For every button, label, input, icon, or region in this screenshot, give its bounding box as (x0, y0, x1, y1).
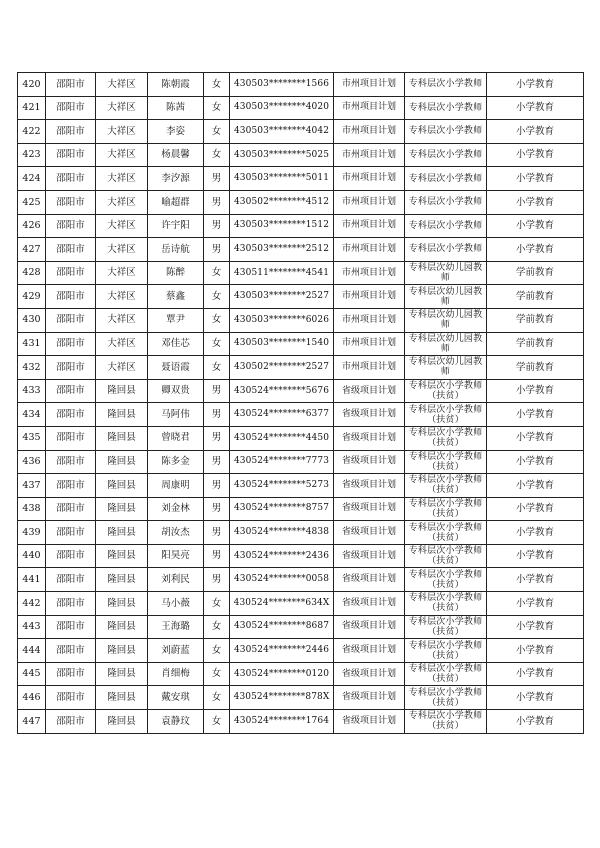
district-cell: 大祥区 (96, 238, 148, 262)
id-number-cell: 430503********6026 (230, 308, 334, 332)
id-number-cell: 430503********1566 (230, 73, 334, 97)
city-cell: 邵阳市 (46, 96, 96, 120)
district-cell: 隆回县 (96, 615, 148, 639)
category-cell: 专科层次幼儿园教师 (405, 285, 487, 309)
district-cell: 大祥区 (96, 167, 148, 191)
city-cell: 邵阳市 (46, 450, 96, 474)
gender-cell: 男 (204, 238, 230, 262)
name-cell: 杨晨馨 (148, 143, 204, 167)
table-row (18, 639, 584, 663)
subject-cell: 小学教育 (487, 426, 584, 450)
row-number: 425 (18, 190, 46, 214)
district-cell: 大祥区 (96, 143, 148, 167)
id-number-cell: 430503********5025 (230, 143, 334, 167)
subject-cell: 小学教育 (487, 474, 584, 498)
name-cell: 肖细梅 (148, 662, 204, 686)
subject-cell: 小学教育 (487, 379, 584, 403)
name-cell: 王海璐 (148, 615, 204, 639)
id-number-cell: 430502********2527 (230, 356, 334, 380)
plan-cell: 省级项目计划 (334, 521, 405, 545)
id-number-cell: 430524********2436 (230, 544, 334, 568)
table-row (18, 615, 584, 639)
name-cell: 岳诗航 (148, 238, 204, 262)
gender-cell: 女 (204, 615, 230, 639)
city-cell: 邵阳市 (46, 686, 96, 710)
plan-cell: 省级项目计划 (334, 592, 405, 616)
name-cell: 许宇阳 (148, 214, 204, 238)
city-cell: 邵阳市 (46, 238, 96, 262)
subject-cell: 学前教育 (487, 285, 584, 309)
name-cell: 马阿伟 (148, 403, 204, 427)
table-row (18, 662, 584, 686)
table-row (18, 308, 584, 332)
table-row (18, 379, 584, 403)
district-cell: 大祥区 (96, 73, 148, 97)
row-number: 423 (18, 143, 46, 167)
subject-cell: 小学教育 (487, 120, 584, 144)
row-number: 428 (18, 261, 46, 285)
name-cell: 李姿 (148, 120, 204, 144)
district-cell: 大祥区 (96, 120, 148, 144)
district-cell: 大祥区 (96, 261, 148, 285)
plan-cell: 省级项目计划 (334, 710, 405, 734)
category-cell: 专科层次小学教师（扶贫） (405, 474, 487, 498)
name-cell: 阳昊亮 (148, 544, 204, 568)
gender-cell: 女 (204, 592, 230, 616)
subject-cell: 小学教育 (487, 615, 584, 639)
gender-cell: 男 (204, 403, 230, 427)
id-number-cell: 430524********6377 (230, 403, 334, 427)
category-cell: 专科层次小学教师（扶贫） (405, 403, 487, 427)
category-cell: 专科层次小学教师 (405, 120, 487, 144)
row-number: 446 (18, 686, 46, 710)
city-cell: 邵阳市 (46, 615, 96, 639)
name-cell: 刘金林 (148, 497, 204, 521)
gender-cell: 男 (204, 190, 230, 214)
id-number-cell: 430503********4042 (230, 120, 334, 144)
plan-cell: 市州项目计划 (334, 238, 405, 262)
category-cell: 专科层次小学教师（扶贫） (405, 497, 487, 521)
gender-cell: 女 (204, 639, 230, 663)
category-cell: 专科层次小学教师（扶贫） (405, 544, 487, 568)
subject-cell: 小学教育 (487, 167, 584, 191)
category-cell: 专科层次幼儿园教师 (405, 332, 487, 356)
category-cell: 专科层次小学教师（扶贫） (405, 615, 487, 639)
row-number: 435 (18, 426, 46, 450)
subject-cell: 小学教育 (487, 403, 584, 427)
plan-cell: 省级项目计划 (334, 426, 405, 450)
plan-cell: 省级项目计划 (334, 615, 405, 639)
subject-cell: 小学教育 (487, 544, 584, 568)
table-row (18, 544, 584, 568)
city-cell: 邵阳市 (46, 332, 96, 356)
category-cell: 专科层次小学教师（扶贫） (405, 639, 487, 663)
district-cell: 大祥区 (96, 308, 148, 332)
plan-cell: 省级项目计划 (334, 450, 405, 474)
plan-cell: 省级项目计划 (334, 403, 405, 427)
district-cell: 隆回县 (96, 426, 148, 450)
table-row (18, 214, 584, 238)
district-cell: 隆回县 (96, 710, 148, 734)
table-row (18, 261, 584, 285)
row-number: 434 (18, 403, 46, 427)
gender-cell: 女 (204, 73, 230, 97)
name-cell: 刘利民 (148, 568, 204, 592)
table-row (18, 238, 584, 262)
plan-cell: 市州项目计划 (334, 285, 405, 309)
id-number-cell: 430503********2527 (230, 285, 334, 309)
gender-cell: 女 (204, 120, 230, 144)
subject-cell: 小学教育 (487, 521, 584, 545)
plan-cell: 省级项目计划 (334, 379, 405, 403)
subject-cell: 小学教育 (487, 450, 584, 474)
row-number: 440 (18, 544, 46, 568)
table-row (18, 356, 584, 380)
gender-cell: 女 (204, 686, 230, 710)
name-cell: 戴安琪 (148, 686, 204, 710)
city-cell: 邵阳市 (46, 214, 96, 238)
row-number: 429 (18, 285, 46, 309)
district-cell: 隆回县 (96, 544, 148, 568)
district-cell: 大祥区 (96, 356, 148, 380)
row-number: 431 (18, 332, 46, 356)
subject-cell: 小学教育 (487, 592, 584, 616)
row-number: 424 (18, 167, 46, 191)
category-cell: 专科层次小学教师 (405, 143, 487, 167)
district-cell: 隆回县 (96, 568, 148, 592)
gender-cell: 女 (204, 308, 230, 332)
plan-cell: 省级项目计划 (334, 544, 405, 568)
category-cell: 专科层次小学教师（扶贫） (405, 568, 487, 592)
plan-cell: 省级项目计划 (334, 568, 405, 592)
city-cell: 邵阳市 (46, 710, 96, 734)
row-number: 438 (18, 497, 46, 521)
gender-cell: 男 (204, 568, 230, 592)
table-row (18, 285, 584, 309)
name-cell: 陈茜 (148, 96, 204, 120)
gender-cell: 女 (204, 285, 230, 309)
row-number: 445 (18, 662, 46, 686)
id-number-cell: 430524********634X (230, 592, 334, 616)
district-cell: 隆回县 (96, 450, 148, 474)
gender-cell: 女 (204, 662, 230, 686)
plan-cell: 市州项目计划 (334, 261, 405, 285)
row-number: 443 (18, 615, 46, 639)
category-cell: 专科层次小学教师 (405, 190, 487, 214)
id-number-cell: 430524********8757 (230, 497, 334, 521)
city-cell: 邵阳市 (46, 261, 96, 285)
plan-cell: 市州项目计划 (334, 190, 405, 214)
table-row (18, 96, 584, 120)
table-row (18, 120, 584, 144)
row-number: 442 (18, 592, 46, 616)
table-row (18, 592, 584, 616)
id-number-cell: 430524********5676 (230, 379, 334, 403)
row-number: 421 (18, 96, 46, 120)
name-cell: 周康明 (148, 474, 204, 498)
district-cell: 大祥区 (96, 214, 148, 238)
id-number-cell: 430524********0058 (230, 568, 334, 592)
id-number-cell: 430503********1540 (230, 332, 334, 356)
table-row (18, 73, 584, 97)
table-row (18, 190, 584, 214)
row-number: 422 (18, 120, 46, 144)
city-cell: 邵阳市 (46, 474, 96, 498)
name-cell: 袁静玟 (148, 710, 204, 734)
category-cell: 专科层次小学教师 (405, 214, 487, 238)
name-cell: 李汐源 (148, 167, 204, 191)
row-number: 439 (18, 521, 46, 545)
category-cell: 专科层次小学教师（扶贫） (405, 450, 487, 474)
subject-cell: 小学教育 (487, 497, 584, 521)
row-number: 426 (18, 214, 46, 238)
table-row (18, 710, 584, 734)
name-cell: 卿双贵 (148, 379, 204, 403)
row-number: 437 (18, 474, 46, 498)
table-row (18, 167, 584, 191)
city-cell: 邵阳市 (46, 521, 96, 545)
table-row (18, 143, 584, 167)
plan-cell: 市州项目计划 (334, 143, 405, 167)
gender-cell: 女 (204, 332, 230, 356)
plan-cell: 省级项目计划 (334, 474, 405, 498)
city-cell: 邵阳市 (46, 639, 96, 663)
district-cell: 隆回县 (96, 497, 148, 521)
gender-cell: 女 (204, 261, 230, 285)
id-number-cell: 430524********8687 (230, 615, 334, 639)
id-number-cell: 430524********4838 (230, 521, 334, 545)
row-number: 427 (18, 238, 46, 262)
district-cell: 大祥区 (96, 96, 148, 120)
id-number-cell: 430524********0120 (230, 662, 334, 686)
district-cell: 隆回县 (96, 662, 148, 686)
district-cell: 大祥区 (96, 190, 148, 214)
plan-cell: 市州项目计划 (334, 167, 405, 191)
gender-cell: 女 (204, 710, 230, 734)
subject-cell: 小学教育 (487, 143, 584, 167)
category-cell: 专科层次幼儿园教师 (405, 308, 487, 332)
gender-cell: 男 (204, 521, 230, 545)
category-cell: 专科层次幼儿园教师 (405, 356, 487, 380)
id-number-cell: 430524********4450 (230, 426, 334, 450)
id-number-cell: 430503********1512 (230, 214, 334, 238)
city-cell: 邵阳市 (46, 73, 96, 97)
gender-cell: 女 (204, 143, 230, 167)
district-cell: 隆回县 (96, 474, 148, 498)
city-cell: 邵阳市 (46, 356, 96, 380)
subject-cell: 小学教育 (487, 662, 584, 686)
category-cell: 专科层次小学教师 (405, 96, 487, 120)
id-number-cell: 430511********4541 (230, 261, 334, 285)
category-cell: 专科层次小学教师（扶贫） (405, 379, 487, 403)
table-row (18, 474, 584, 498)
category-cell: 专科层次小学教师（扶贫） (405, 426, 487, 450)
city-cell: 邵阳市 (46, 190, 96, 214)
gender-cell: 男 (204, 214, 230, 238)
district-cell: 隆回县 (96, 686, 148, 710)
category-cell: 专科层次小学教师（扶贫） (405, 521, 487, 545)
id-number-cell: 430503********5011 (230, 167, 334, 191)
gender-cell: 女 (204, 356, 230, 380)
plan-cell: 省级项目计划 (334, 639, 405, 663)
city-cell: 邵阳市 (46, 403, 96, 427)
name-cell: 覃尹 (148, 308, 204, 332)
name-cell: 马小薇 (148, 592, 204, 616)
row-number: 436 (18, 450, 46, 474)
gender-cell: 男 (204, 450, 230, 474)
id-number-cell: 430524********2446 (230, 639, 334, 663)
category-cell: 专科层次小学教师（扶贫） (405, 592, 487, 616)
city-cell: 邵阳市 (46, 662, 96, 686)
id-number-cell: 430524********1764 (230, 710, 334, 734)
id-number-cell: 430524********878X (230, 686, 334, 710)
gender-cell: 男 (204, 426, 230, 450)
subject-cell: 小学教育 (487, 73, 584, 97)
category-cell: 专科层次小学教师 (405, 238, 487, 262)
category-cell: 专科层次幼儿园教师 (405, 261, 487, 285)
district-cell: 隆回县 (96, 592, 148, 616)
city-cell: 邵阳市 (46, 426, 96, 450)
plan-cell: 市州项目计划 (334, 120, 405, 144)
district-cell: 大祥区 (96, 332, 148, 356)
subject-cell: 小学教育 (487, 639, 584, 663)
subject-cell: 小学教育 (487, 686, 584, 710)
plan-cell: 市州项目计划 (334, 308, 405, 332)
category-cell: 专科层次小学教师（扶贫） (405, 686, 487, 710)
plan-cell: 市州项目计划 (334, 73, 405, 97)
row-number: 441 (18, 568, 46, 592)
category-cell: 专科层次小学教师 (405, 167, 487, 191)
plan-cell: 省级项目计划 (334, 662, 405, 686)
table-row (18, 332, 584, 356)
id-number-cell: 430524********5273 (230, 474, 334, 498)
subject-cell: 学前教育 (487, 308, 584, 332)
gender-cell: 男 (204, 544, 230, 568)
table-row (18, 521, 584, 545)
id-number-cell: 430524********7773 (230, 450, 334, 474)
subject-cell: 学前教育 (487, 332, 584, 356)
name-cell: 聂语霞 (148, 356, 204, 380)
name-cell: 胡汝杰 (148, 521, 204, 545)
district-cell: 隆回县 (96, 403, 148, 427)
row-number: 432 (18, 356, 46, 380)
category-cell: 专科层次小学教师（扶贫） (405, 710, 487, 734)
subject-cell: 学前教育 (487, 261, 584, 285)
district-cell: 大祥区 (96, 285, 148, 309)
row-number: 433 (18, 379, 46, 403)
city-cell: 邵阳市 (46, 143, 96, 167)
city-cell: 邵阳市 (46, 308, 96, 332)
name-cell: 喻超群 (148, 190, 204, 214)
table-row (18, 426, 584, 450)
id-number-cell: 430502********4512 (230, 190, 334, 214)
city-cell: 邵阳市 (46, 379, 96, 403)
student-list-table (17, 72, 584, 734)
name-cell: 蔡鑫 (148, 285, 204, 309)
city-cell: 邵阳市 (46, 285, 96, 309)
subject-cell: 小学教育 (487, 238, 584, 262)
city-cell: 邵阳市 (46, 568, 96, 592)
plan-cell: 省级项目计划 (334, 497, 405, 521)
gender-cell: 男 (204, 379, 230, 403)
row-number: 447 (18, 710, 46, 734)
subject-cell: 小学教育 (487, 190, 584, 214)
subject-cell: 小学教育 (487, 96, 584, 120)
plan-cell: 市州项目计划 (334, 96, 405, 120)
name-cell: 陈朝霞 (148, 73, 204, 97)
plan-cell: 省级项目计划 (334, 686, 405, 710)
table-row (18, 686, 584, 710)
district-cell: 隆回县 (96, 639, 148, 663)
name-cell: 邓佳芯 (148, 332, 204, 356)
row-number: 420 (18, 73, 46, 97)
gender-cell: 男 (204, 474, 230, 498)
table-row (18, 403, 584, 427)
city-cell: 邵阳市 (46, 167, 96, 191)
name-cell: 陈醉 (148, 261, 204, 285)
gender-cell: 女 (204, 96, 230, 120)
gender-cell: 男 (204, 167, 230, 191)
subject-cell: 小学教育 (487, 710, 584, 734)
name-cell: 陈多金 (148, 450, 204, 474)
id-number-cell: 430503********4020 (230, 96, 334, 120)
row-number: 430 (18, 308, 46, 332)
subject-cell: 小学教育 (487, 568, 584, 592)
row-number: 444 (18, 639, 46, 663)
table-row (18, 450, 584, 474)
city-cell: 邵阳市 (46, 592, 96, 616)
subject-cell: 小学教育 (487, 214, 584, 238)
table-row (18, 497, 584, 521)
district-cell: 隆回县 (96, 379, 148, 403)
plan-cell: 市州项目计划 (334, 214, 405, 238)
city-cell: 邵阳市 (46, 497, 96, 521)
plan-cell: 市州项目计划 (334, 332, 405, 356)
city-cell: 邵阳市 (46, 544, 96, 568)
plan-cell: 市州项目计划 (334, 356, 405, 380)
table-row (18, 568, 584, 592)
id-number-cell: 430503********2512 (230, 238, 334, 262)
city-cell: 邵阳市 (46, 120, 96, 144)
category-cell: 专科层次小学教师 (405, 73, 487, 97)
category-cell: 专科层次小学教师（扶贫） (405, 662, 487, 686)
name-cell: 刘蔚蓝 (148, 639, 204, 663)
district-cell: 隆回县 (96, 521, 148, 545)
subject-cell: 学前教育 (487, 356, 584, 380)
gender-cell: 男 (204, 497, 230, 521)
name-cell: 曾晓君 (148, 426, 204, 450)
